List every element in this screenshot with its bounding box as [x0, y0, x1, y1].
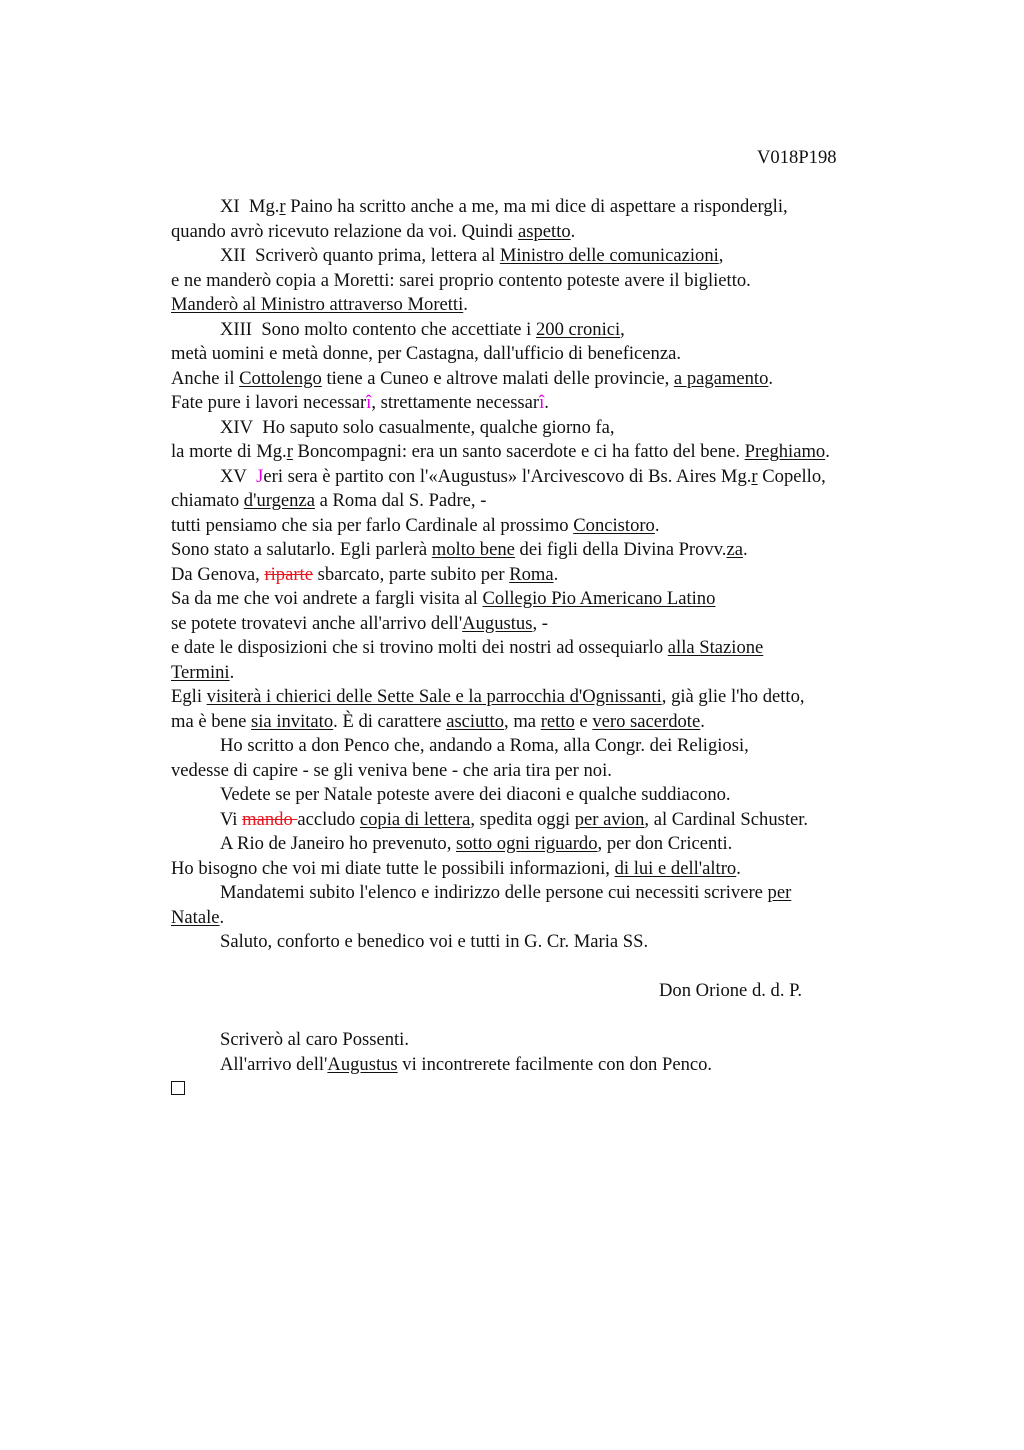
paragraph-xii-line-2: e ne manderò copia a Moretti: sarei proprio contento poteste avere il biglietto. — [171, 269, 751, 291]
paragraph-xii-line-1: XII Scriverò quanto prima, lettera al Ministro delle comunicazioni, — [220, 245, 724, 266]
paragraph-xv-line-2: chiamato d'urgenza a Roma dal S. Padre, - — [171, 490, 487, 511]
paragraph-xiv-line-1: XIV Ho saputo solo casualmente, qualche giorno fa, — [220, 416, 615, 438]
end-box-icon — [171, 1081, 185, 1095]
rio-line-2: Ho bisogno che voi mi diate tutte le possibili informazioni, di lui e dell'altro. — [171, 857, 741, 879]
paragraph-xv-line-10: Egli visiterà i chierici delle Sette Sale e la parrocchia d'Ognissanti, già glie l'ho detto, — [171, 686, 805, 707]
paragraph-xv-line-1: XV Jeri sera è partito con l'«Augustus» l'Arcivescovo di Bs. Aires Mg.r Copello, — [220, 465, 826, 487]
rio-line-1: A Rio de Janeiro ho prevenuto, sotto ogni riguardo, per don Cricenti. — [220, 833, 733, 854]
paragraph-xv-line-4: Sono stato a salutarlo. Egli parlerà molto bene dei figli della Divina Provv.za. — [171, 539, 748, 560]
paragraph-xi-line-1: XI Mg.r Paino ha scritto anche a me, ma mi dice di aspettare a rispondergli, — [220, 196, 788, 217]
elenco-line-1: Mandatemi subito l'elenco e indirizzo delle persone cui necessiti scrivere per — [220, 882, 792, 903]
closing-salutation: Saluto, conforto e benedico voi e tutti in G. Cr. Maria SS. — [220, 931, 649, 952]
document-reference: V018P198 — [757, 147, 837, 168]
schuster-line: Vi mando accludo copia di lettera, spedita oggi per avion, al Cardinal Schuster. — [220, 808, 809, 830]
paragraph-xv-line-5: Da Genova, riparte sbarcato, parte subito per Roma. — [171, 563, 559, 585]
paragraph-xiii-line-3: Anche il Cottolengo tiene a Cuneo e altrove malati delle provincie, a pagamento. — [171, 367, 774, 389]
penco-line-2: vedesse di capire - se gli veniva bene - che aria tira per noi. — [171, 759, 612, 781]
editorial-mark: î — [539, 392, 545, 413]
postscript-line-1: Scriverò al caro Possenti. — [220, 1029, 409, 1050]
paragraph-xi-line-2: quando avrò ricevuto relazione da voi. Quindi aspetto. — [171, 220, 576, 242]
natale-line: Vedete se per Natale poteste avere dei diaconi e qualche suddiacono. — [220, 784, 731, 805]
paragraph-xiii-line-1: XIII Sono molto contento che accettiate i 200 cronici, — [220, 318, 625, 340]
paragraph-xv-line-9: Termini. — [171, 661, 235, 683]
paragraph-xv-line-7: se potete trovatevi anche all'arrivo dell'Augustus, - — [171, 612, 548, 634]
paragraph-xv-line-11: ma è bene sia invitato. È di carattere asciutto, ma retto e vero sacerdote. — [171, 710, 705, 732]
penco-line-1: Ho scritto a don Penco che, andando a Roma, alla Congr. dei Religiosi, — [220, 735, 749, 756]
paragraph-number: XIII — [220, 318, 253, 340]
elenco-line-2: Natale. — [171, 906, 225, 928]
letter-body — [171, 195, 931, 1102]
deleted-text: riparte — [264, 563, 313, 585]
paragraph-number: XII — [220, 245, 246, 266]
paragraph-number: XV — [220, 465, 247, 487]
paragraph-number: XIV — [220, 416, 254, 438]
paragraph-xv-line-6: Sa da me che voi andrete a fargli visita al Collegio Pio Americano Latino — [171, 588, 716, 609]
paragraph-xv-line-3: tutti pensiamo che sia per farlo Cardinale al prossimo Concistoro. — [171, 514, 660, 536]
paragraph-xiv-line-2: la morte di Mg.r Boncompagni: era un santo sacerdote e ci ha fatto del bene. Preghiamo. — [171, 441, 830, 462]
paragraph-xiii-line-2: metà uomini e metà donne, per Castagna, dall'ufficio di beneficenza. — [171, 343, 682, 364]
editorial-mark: J — [256, 465, 264, 487]
end-marker — [171, 1077, 931, 1102]
paragraph-xiii-line-4: Fate pure i lavori necessarî, strettamente necessarî. — [171, 392, 549, 413]
paragraph-xii-line-3: Manderò al Ministro attraverso Moretti. — [171, 294, 468, 315]
signature: Don Orione d. d. P. — [659, 980, 803, 1001]
paragraph-number: XI — [220, 196, 240, 217]
paragraph-xv-line-8: e date le disposizioni che si trovino molti dei nostri ad ossequiarlo alla Stazione — [171, 637, 764, 658]
editorial-mark: î — [366, 392, 372, 413]
deleted-text: mando — [242, 808, 298, 830]
postscript-line-2: All'arrivo dell'Augustus vi incontrerete facilmente con don Penco. — [220, 1053, 713, 1075]
